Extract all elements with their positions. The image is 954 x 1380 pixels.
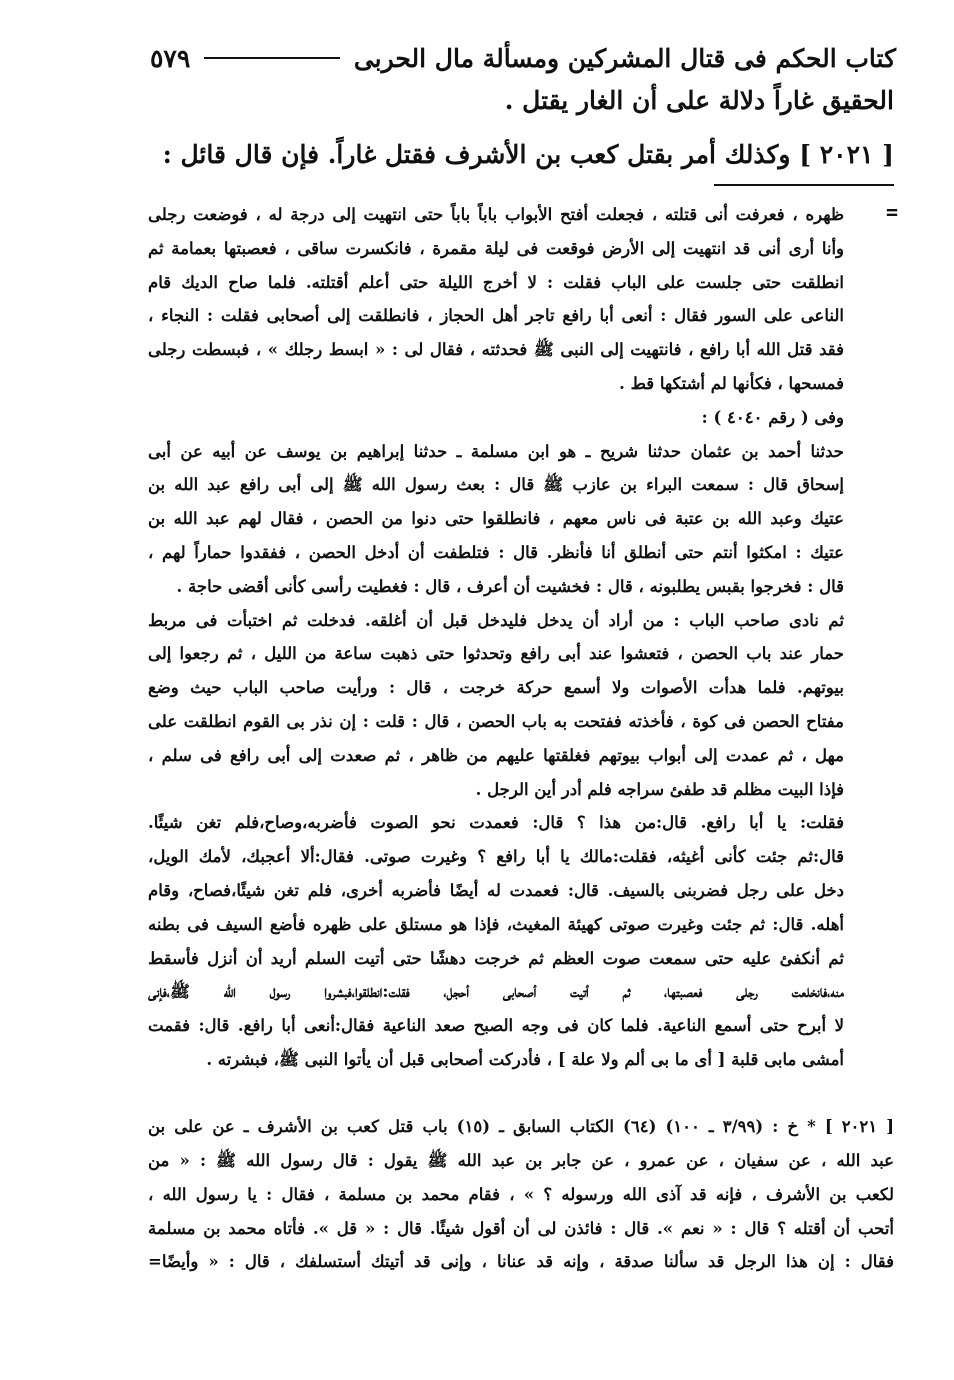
footnote-line: انطلقت حتى جلست على الباب فقلت : لا أخرج الليلة حتى أعلم أقتلته. فلما صاح الديك قام	[148, 272, 844, 292]
footnote-line: الناعى على السور فقال : أنعى أبا رافع تاجر أهل الحجاز ، فانطلقت إلى أصحابى فقلت : النجاء ،	[148, 306, 844, 326]
reference-line: [ ٢٠٢١ ] * خ : (٣/٩٩ ـ ١٠٠) (٦٤) الكتاب السابق ـ (١٥) باب قتل كعب بن الأشرف ـ عن على بن	[148, 1117, 894, 1136]
page-number: ٥٧٩	[150, 43, 191, 73]
footnote-line: أمشى مابى قلبة [ أى ما بى ألم ولا علة ] ، فأدركت أصحابى قبل أن يأتوا النبى ﷺ، فبشرته .	[206, 1049, 844, 1069]
footnote-line: حمار عند باب الحصن ، فتعشوا عند أبى رافع وتحدثوا حتى ذهبت ساعة من الليل ، ثم رجعوا إلى	[148, 644, 844, 664]
footnote-line: لا أبرح حتى أسمع الناعية. فلما كان فى وجه الصبح صعد الناعية فقال:أنعى أبا رافع. قال: فقمت	[148, 1016, 844, 1036]
footnote-block	[148, 198, 844, 1077]
footnote-line: إسحاق قال : سمعت البراء بن عازب ﷺ قال : بعث رسول الله ﷺ إلى أبى رافع عبد الله بن	[148, 475, 844, 495]
footnote-line: حدثنا أحمد بن عثمان حدثنا شريح ـ هو ابن مسلمة ـ حدثنا إبراهيم بن يوسف عن أبيه عن أبى	[148, 441, 844, 461]
reference-continuation-block	[148, 1144, 894, 1279]
footnote-line: ثم نادى صاحب الباب : من أراد أن يدخل فليدخل قبل أن أغلقه. فدخلت ثم اختبأت فى مربط	[148, 610, 844, 630]
footnote-line: عتيك : امكثوا أنتم حتى أنطلق أنا فأنظر. قال : فتلطفت أن أدخل الحصن ، ففقدوا حماراً لهم ،	[148, 542, 844, 562]
footnote-line: أتحب أن أقتله ؟ قال : « نعم ». قال : فائذن لى أن أقول شيئًا. قال : « قل ». فأتاه محمد بن مسلمة	[148, 1218, 894, 1238]
footnote-line: فقلت: يا أبا رافع. قال:من هذا ؟ قال: فعمدت نحو الصوت فأضربه،وصاح،فلم تغن شيئًا.	[148, 813, 844, 833]
footnote-line: منه،فانخلعت رجلى فعصبتها، ثم أتيت أصحابى أحجل، فقلت:انطلقوا،فبشروا رسول الله ﷺ،فإنى	[148, 982, 844, 1002]
footnote-line: وفى ( رقم ٤٠٤٠ ) :	[701, 407, 844, 427]
footnote-separator	[714, 184, 894, 186]
header-rule	[204, 57, 340, 59]
footnote-line: ظهره ، فعرفت أنى قتلته ، فجعلت أفتح الأبواب باباً باباً حتى انتهيت إلى درجة له ، فوضعت رجلى	[148, 205, 844, 224]
footnote-line: ثم أنكفئ عليه حتى سمعت صوت العظم ثم خرجت دهشًا حتى أتيت السلم أريد أن أنزل فأسقط	[148, 948, 844, 968]
footnote-line: دخل على رجل فضربنى بالسيف. قال: فعمدت له أيضًا فأضربه أخرى، فلم تغن شيئًا،فصاح، وقام	[148, 880, 844, 900]
footnote-line: قال:ثم جئت كأنى أغيثه، فقلت:مالك يا أبا رافع ؟ وغيرت صوتى. فقال:ألا أعجبك، لأمك الويل،	[148, 847, 844, 867]
main-text-line-1: الحقيق غاراً دلالة على أن الغار يقتل .	[504, 86, 894, 115]
running-title: كتاب الحكم فى قتال المشركين ومسألة مال الحربى	[353, 43, 896, 73]
footnote-line: لكعب بن الأشرف ، فإنه قد آذى الله ورسوله ؟ » ، فقام محمد بن مسلمة ، فقال : يا رسول الله ،	[148, 1184, 894, 1204]
footnote-line: قال : فخرجوا بقبس يطلبونه ، قال : فخشيت أن أعرف ، قال : فغطيت رأسى كأنى أقضى حاجة .	[176, 576, 844, 596]
main-text-line-2: [ ٢٠٢١ ] وكذلك أمر بقتل كعب بن الأشرف فقتل غاراً. فإن قال قائل :	[162, 140, 894, 169]
footnote-line: بيوتهم. فلما هدأت الأصوات ولا أسمع حركة خرجت ، قال : ورأيت صاحب الباب حيث وضع	[148, 678, 844, 698]
footnote-line: فإذا البيت مظلم قد طفئ سراجه فلم أدر أين الرجل .	[475, 779, 844, 799]
footnote-line: عتيك وعبد الله بن عتبة فى ناس معهم ، فانطلقوا حتى دنوا من الحصن ، فقال لهم عبد الله بن	[148, 509, 844, 529]
footnote-continuation-marker: =	[885, 200, 898, 224]
footnote-line: عبد الله ، عن سفيان ، عن عمرو ، عن جابر بن عبد الله ﷺ يقول : قال رسول الله ﷺ : « من	[148, 1151, 894, 1170]
footnote-line: فقد قتل الله أبا رافع ، فانتهيت إلى النبى ﷺ فحدثته ، فقال لى : « ابسط رجلك » ، فبسطت رجلى	[148, 340, 844, 360]
page-header	[150, 36, 896, 80]
footnote-line: وأنا أرى أنى قد انتهيت إلى الأرض فوقعت فى ليلة مقمرة ، فانكسرت ساقى ، فعصبتها بعمامة ثم	[148, 238, 844, 258]
footnote-line: فقال : إن هذا الرجل قد سألنا صدقة ، وإنه قد عنانا ، وإنى قد أتيتك أستسلفك ، قال : « وأيضًا=	[148, 1252, 894, 1272]
footnote-line: مهل ، ثم عمدت إلى أبواب بيوتهم فغلقتها عليهم من ظاهر ، ثم صعدت إلى أبى رافع فى سلم ،	[148, 745, 844, 765]
footnote-line: فمسحها ، فكأنها لم أشتكها قط .	[619, 373, 844, 393]
footnote-line: مفتاح الحصن فى كوة ، فأخذته ففتحت به باب الحصن ، قال : قلت : إن نذر بى القوم انطلقت على	[148, 711, 844, 731]
footnote-line: أهله. قال: ثم جئت وغيرت صوتى كهيئة المغيث، فإذا هو مستلق على ظهره فأضع السيف فى بطنه	[148, 914, 844, 934]
